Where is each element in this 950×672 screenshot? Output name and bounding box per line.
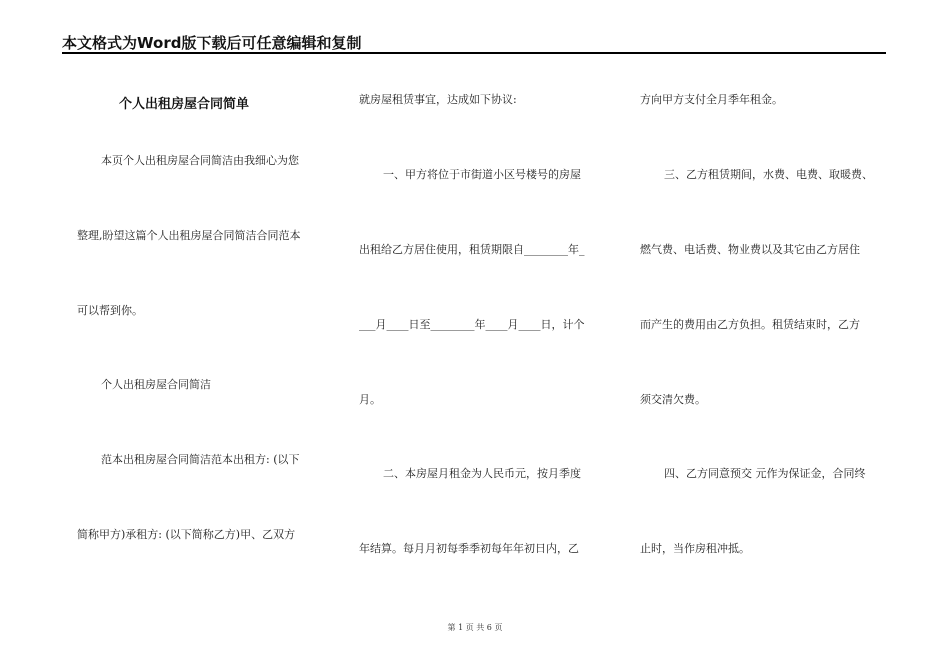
text-line: 月。 <box>359 393 381 406</box>
text-line: 个人出租房屋合同简洁 <box>101 378 211 391</box>
text-line: 本页个人出租房屋合同简洁由我细心为您 <box>101 154 299 167</box>
text-line: 范本出租房屋合同简洁范本出租方: (以下 <box>101 453 300 466</box>
text-line: 简称甲方)承租方: (以下简称乙方)甲、乙双方 <box>77 528 296 541</box>
text-line: 年结算。每月月初每季季初每年年初日内，乙 <box>359 542 579 555</box>
text-line: 燃气费、电话费、物业费以及其它由乙方居住 <box>640 243 860 256</box>
document-banner: 本文格式为Word版下载后可任意编辑和复制 <box>62 34 362 52</box>
text-line: 一、甲方将位于市街道小区号楼号的房屋 <box>383 168 581 181</box>
text-line: 止时，当作房租冲抵。 <box>640 542 750 555</box>
text-line: 就房屋租赁事宜，达成如下协议: <box>359 93 517 106</box>
page-indicator: 第 1 页 共 6 页 <box>447 623 503 632</box>
text-line: 方向甲方支付全月季年租金。 <box>640 93 783 106</box>
text-line: 出租给乙方居住使用，租赁期限自________年_ <box>359 243 585 256</box>
text-line: 四、乙方同意预交 元作为保证金，合同终 <box>664 467 866 480</box>
text-line: 可以帮到你。 <box>77 304 143 317</box>
text-line: 而产生的费用由乙方负担。租赁结束时，乙方 <box>640 318 860 331</box>
text-line: 整理,盼望这篇个人出租房屋合同简洁合同范本 <box>77 229 301 242</box>
text-line: 二、本房屋月租金为人民币元，按月季度 <box>383 467 581 480</box>
text-line: 须交清欠费。 <box>640 393 706 406</box>
document-title: 个人出租房屋合同简单 <box>119 97 250 112</box>
text-line: ___月____日至________年____月____日，计个 <box>359 318 585 331</box>
text-line: 三、乙方租赁期间，水费、电费、取暖费、 <box>664 168 873 181</box>
header-rule <box>62 52 886 54</box>
